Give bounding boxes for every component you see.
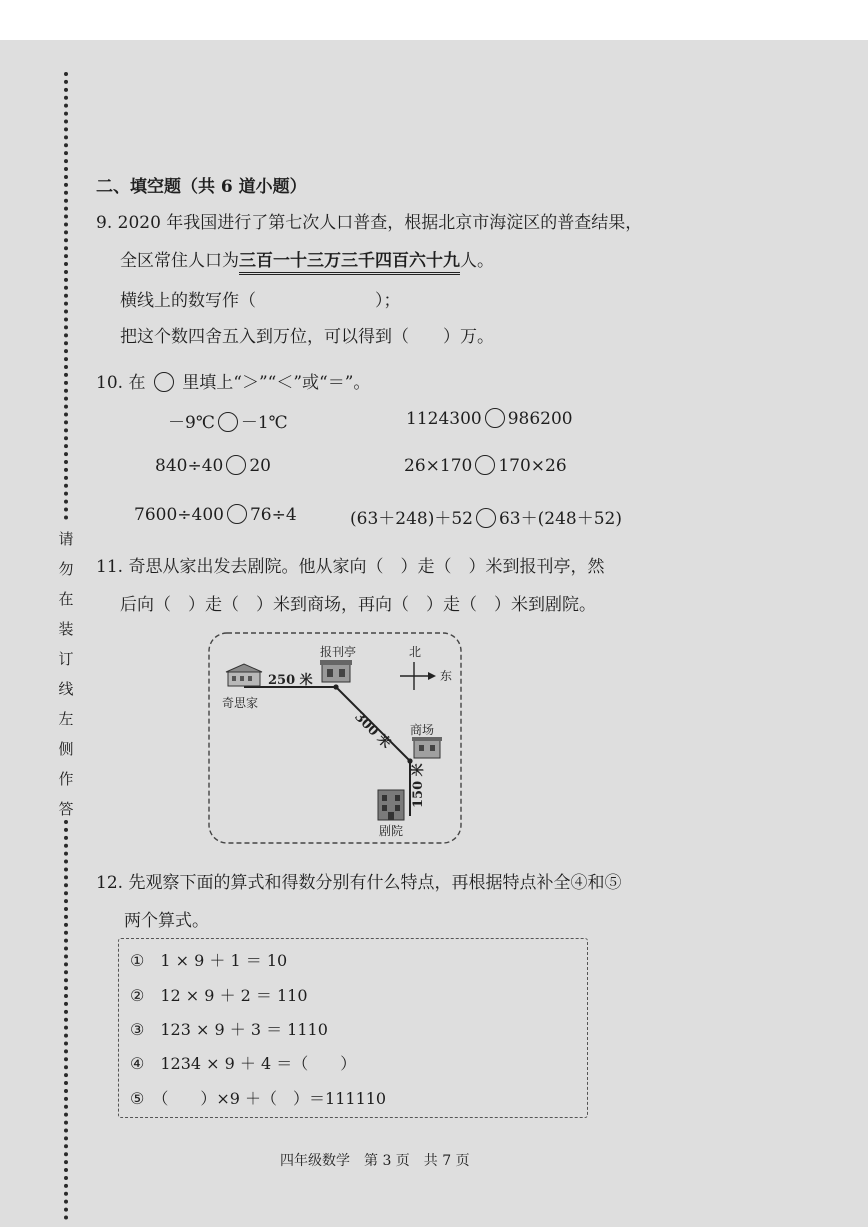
kiosk-building-icon: [320, 660, 352, 682]
row-expression: 12 × 9 ＋ 2 ＝ 110: [160, 986, 308, 1005]
compass-icon: [400, 662, 436, 690]
route-map: [206, 630, 464, 846]
q10-left: 840÷40: [155, 456, 224, 476]
q12-line1: 12. 先观察下面的算式和得数分别有什么特点，再根据特点补全④和⑤: [96, 873, 622, 893]
row-expression: 1 × 9 ＋ 1 ＝ 10: [160, 951, 288, 970]
kiosk-point: [333, 684, 338, 689]
q10-suffix: 里填上“＞”“＜”或“＝”。: [182, 373, 371, 393]
q10-left: 7600÷400: [134, 505, 224, 525]
answer-circle[interactable]: [218, 412, 238, 432]
q9-line3: 横线上的数写作（ ）；: [120, 291, 401, 311]
q10-pair-2: [406, 408, 573, 429]
side-notice-char: 左: [58, 710, 74, 728]
q12-row-4: [130, 1051, 356, 1074]
answer-circle[interactable]: [475, 455, 495, 475]
row-expression: 1234 × 9 ＋ 4 ＝（ ）: [160, 1054, 357, 1073]
q10-prefix: 10. 在: [96, 373, 146, 393]
label-east: 东: [440, 669, 453, 683]
q9-line1: 9. 2020 年我国进行了第七次人口普查，根据北京市海淀区的普查结果，: [96, 213, 643, 233]
answer-circle[interactable]: [227, 504, 247, 524]
mall-point: [407, 758, 412, 763]
row-number: ②: [130, 986, 145, 1005]
q9-suffix: 人。: [460, 251, 494, 271]
row-number: ③: [130, 1020, 145, 1039]
q10-pair-5: [134, 504, 297, 525]
q10-pair-3: [155, 455, 271, 476]
side-notice-char: 请: [58, 530, 74, 548]
q10-right: 76÷4: [249, 505, 297, 525]
q9-prefix: 全区常住人口为: [120, 251, 239, 271]
distance-250: 250 米: [268, 673, 313, 688]
q12-row-2: [130, 983, 308, 1006]
distance-300: 300 米: [351, 709, 394, 752]
distance-150: 150 米: [411, 763, 426, 808]
q12-row-3: [130, 1017, 328, 1040]
side-notice-char: 线: [58, 680, 74, 698]
q10-right: 986200: [507, 409, 573, 429]
q10-right: －1℃: [240, 413, 288, 433]
side-notice-char: 装: [58, 620, 74, 638]
home-building-icon: [226, 664, 262, 686]
row-number: ①: [130, 951, 145, 970]
side-notice-char: 侧: [58, 740, 74, 758]
q11-line1: 11. 奇思从家出发去剧院。他从家向（ ）走（ ）米到报刊亭，然: [96, 557, 605, 577]
q10-left: －9℃: [168, 413, 215, 433]
label-kiosk: 报刊亭: [320, 645, 357, 659]
q12-row-5: [130, 1086, 386, 1109]
page-footer: 四年级数学 第 3 页 共 7 页: [280, 1153, 470, 1169]
row-number: ④: [130, 1054, 145, 1073]
q10-pair-4: [404, 455, 567, 476]
side-notice-char: 订: [58, 650, 74, 668]
side-notice-char: 答: [58, 800, 74, 818]
side-notice-char: 勿: [58, 560, 74, 578]
q9-line2: [120, 246, 494, 271]
label-north: 北: [409, 645, 422, 659]
q11-line2: 后向（ ）走（ ）米到商场，再向（ ）走（ ）米到剧院。: [120, 595, 596, 615]
q10-right: 170×26: [498, 456, 567, 476]
q12-row-1: [130, 948, 287, 971]
side-notice-char: 在: [58, 590, 74, 608]
q10-pair-1: [168, 408, 288, 433]
row-number: ⑤: [130, 1089, 145, 1108]
row-expression: 123 × 9 ＋ 3 ＝ 1110: [160, 1020, 328, 1039]
q10-left: 1124300: [406, 409, 482, 429]
answer-circle[interactable]: [476, 508, 496, 528]
q9-population-number: 三百一十三万三千四百六十九: [239, 251, 460, 275]
answer-circle[interactable]: [485, 408, 505, 428]
theater-building-icon: [378, 790, 404, 820]
q10-instruction: [96, 368, 370, 393]
binding-dotted-line-bottom: [64, 820, 68, 1220]
section-title: 二、填空题（共 6 道小题）: [96, 177, 307, 197]
answer-circle[interactable]: [154, 372, 174, 392]
label-home: 奇思家: [222, 696, 259, 710]
q10-left: (63＋248)＋52: [350, 509, 473, 529]
q12-line2: 两个算式。: [124, 911, 209, 931]
mall-building-icon: [412, 737, 442, 758]
side-notice-char: 作: [58, 770, 74, 788]
q10-pair-6: [350, 504, 622, 529]
q10-right: 20: [249, 456, 271, 476]
label-theater: 剧院: [379, 824, 404, 838]
q9-line4: 把这个数四舍五入到万位，可以得到（ ）万。: [120, 327, 494, 347]
answer-circle[interactable]: [226, 455, 246, 475]
binding-dotted-line-top: [64, 72, 68, 520]
row-expression: （ ）×9 ＋（ ）＝111110: [160, 1089, 387, 1108]
q10-left: 26×170: [404, 456, 473, 476]
q10-right: 63＋(248＋52): [498, 509, 622, 529]
label-mall: 商场: [410, 723, 435, 737]
